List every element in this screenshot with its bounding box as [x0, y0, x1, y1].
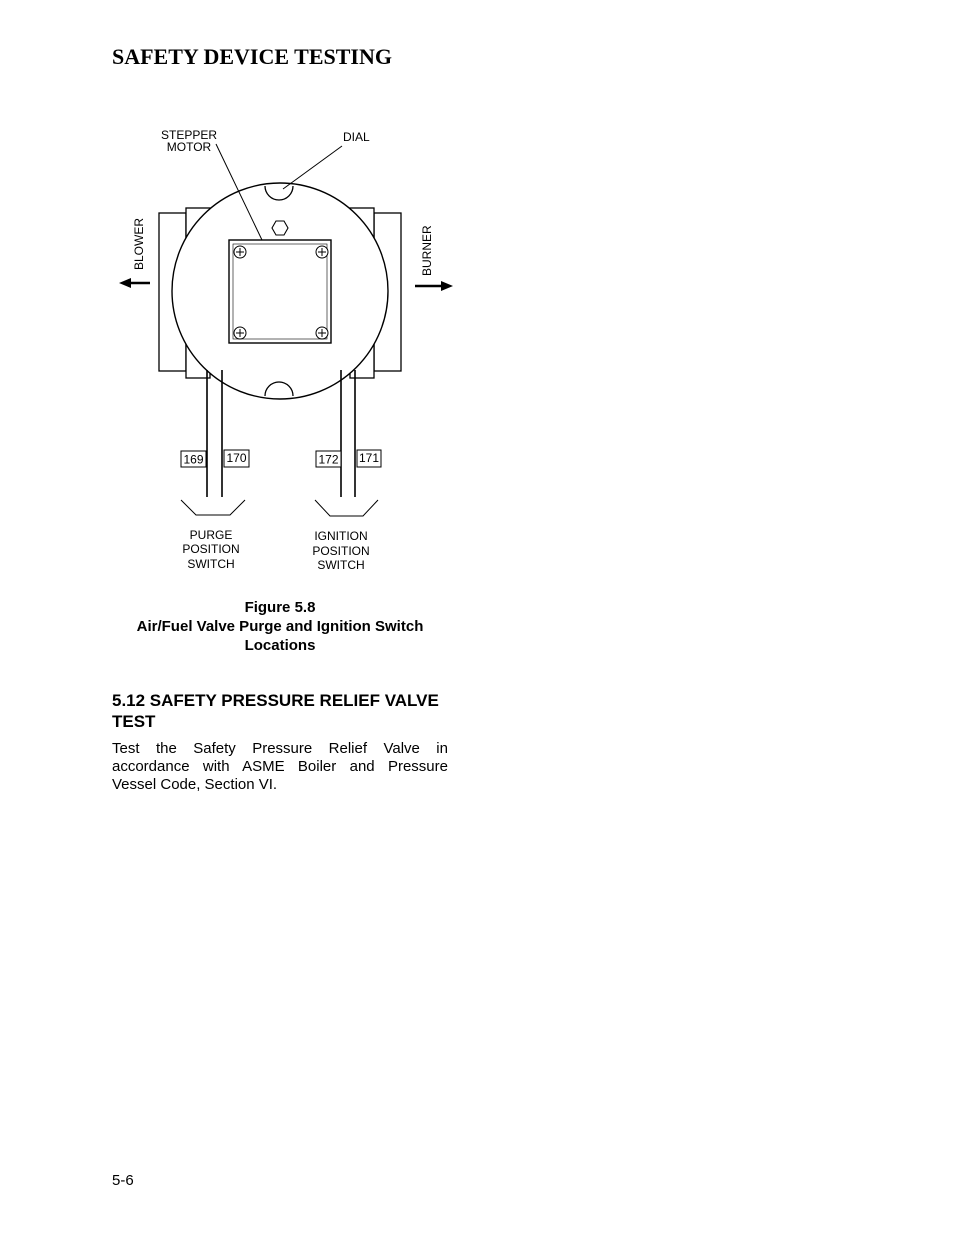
figure-title-continued: Locations	[244, 637, 316, 654]
figure-title: Air/Fuel Valve Purge and Ignition Switch	[136, 618, 424, 635]
burner-label: BURNER	[420, 225, 434, 276]
ignition-switch-wires	[341, 370, 355, 497]
stepper-motor-label: MOTOR	[166, 140, 212, 154]
stepper-motor-label: STEPPER	[160, 128, 218, 142]
page-number: 5-6	[112, 1172, 134, 1189]
svg-text:171: 171	[358, 451, 380, 465]
dial-leader	[283, 146, 342, 189]
ignition-switch-label: IGNITION	[314, 529, 368, 543]
svg-text:169: 169	[183, 452, 204, 467]
purge-switch-bracket	[181, 500, 245, 515]
page-header: SAFETY DEVICE TESTING	[112, 44, 392, 69]
purge-switch-label: POSITION	[182, 542, 240, 556]
hex-nut	[272, 221, 288, 235]
figure-caption	[112, 598, 448, 655]
ignition-switch-label: POSITION	[312, 544, 370, 558]
blower-arrow-icon	[119, 278, 150, 288]
terminal-170	[224, 450, 249, 467]
terminal-171	[357, 450, 381, 467]
terminal-169	[181, 451, 206, 467]
figure-number: Figure 5.8	[244, 599, 316, 616]
dial-label: DIAL	[343, 130, 370, 144]
purge-switch-label: SWITCH	[187, 557, 235, 571]
purge-switch-wires	[207, 370, 222, 497]
svg-text:170: 170	[226, 451, 247, 465]
burner-arrow-icon	[415, 281, 453, 291]
ignition-switch-label: SWITCH	[317, 558, 365, 572]
section-heading: 5.12 SAFETY PRESSURE RELIEF VALVE TEST	[112, 691, 439, 731]
section-body: Test the Safety Pressure Relief Valve in accordance with ASME Boiler and Pressure Vessel Code, Section VI.	[112, 740, 448, 793]
terminal-172	[316, 451, 341, 467]
purge-switch-label: PURGE	[189, 528, 233, 542]
blower-label: BLOWER	[132, 217, 146, 270]
svg-text:172: 172	[318, 452, 339, 467]
ignition-switch-bracket	[315, 500, 378, 516]
